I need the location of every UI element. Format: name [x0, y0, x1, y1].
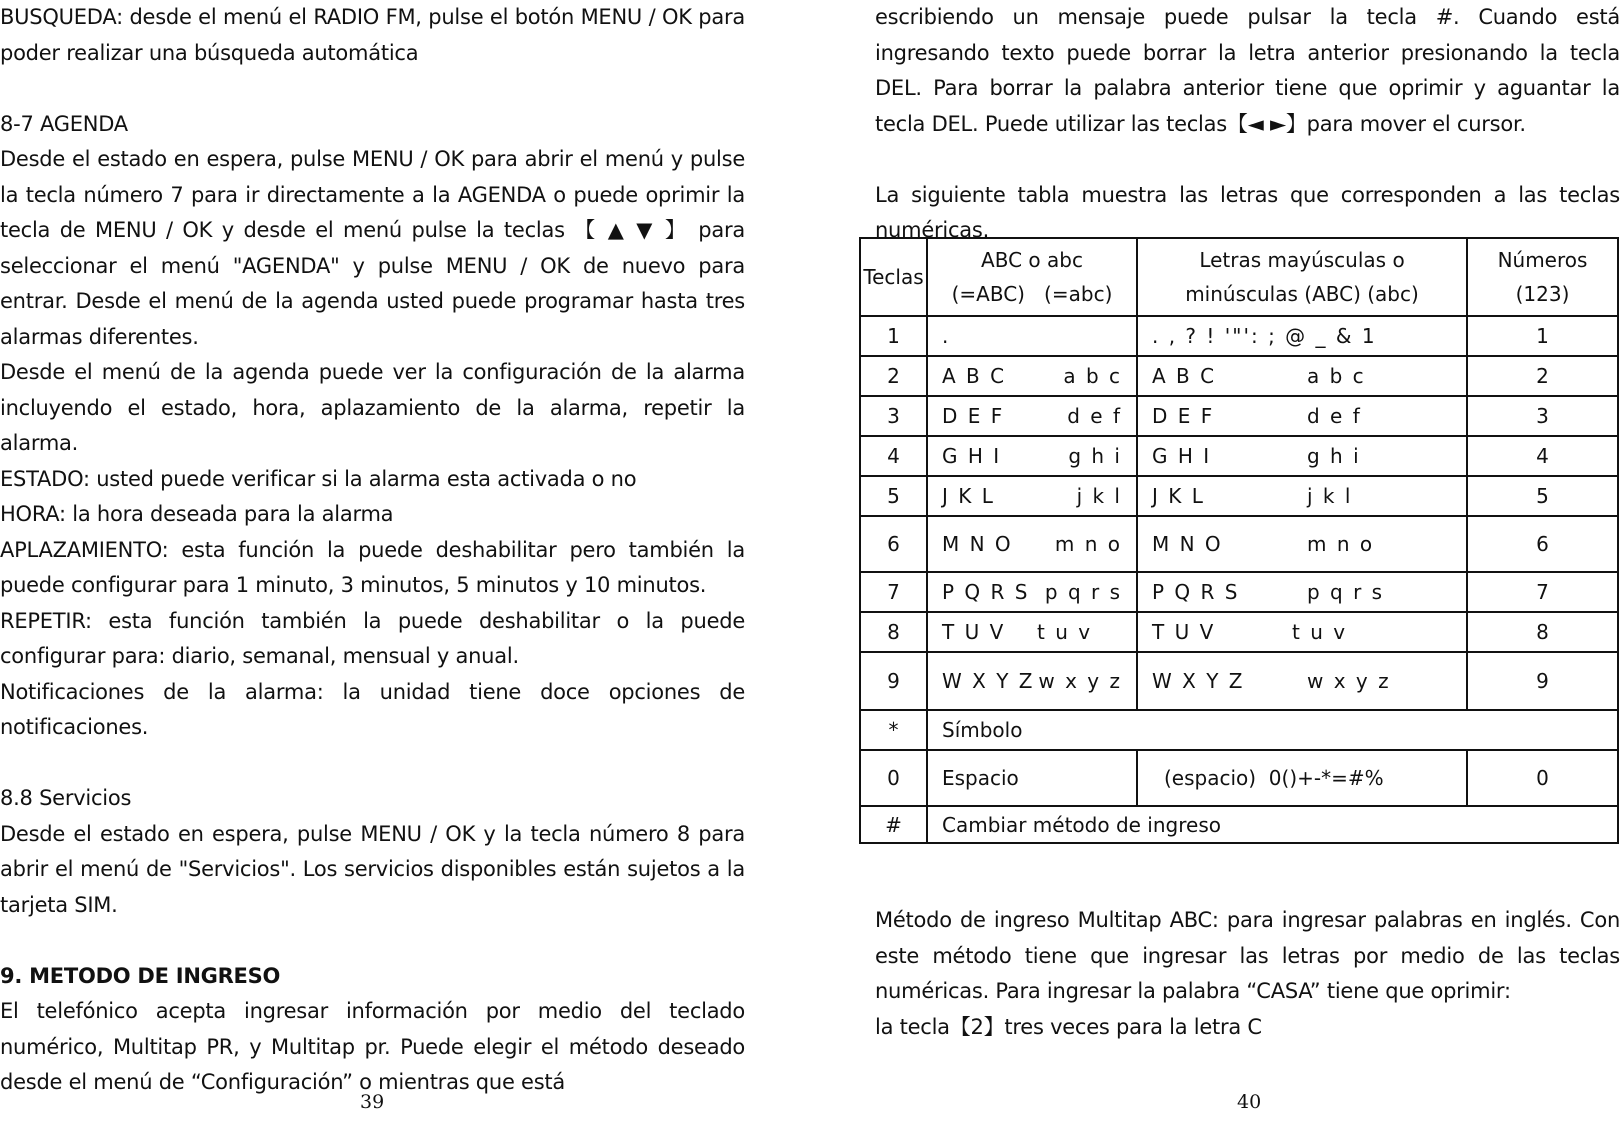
- heading-agenda: 8-7 AGENDA: [0, 111, 128, 136]
- abc-lower: m n o: [1054, 532, 1122, 556]
- header-letras-line1: Letras mayúsculas o: [1199, 248, 1405, 272]
- paragraph-estado: ESTADO: usted puede verificar si la alarma esta activada o no: [0, 466, 637, 491]
- paragraph-tabla-intro: La siguiente tabla muestra las letras que corresponden a las teclas numéricas.: [875, 182, 1620, 242]
- abc-upper: D E F: [942, 404, 1005, 428]
- key-cell: 1: [860, 316, 927, 356]
- key-cell: 5: [860, 476, 927, 516]
- letters-lower: t u v: [1292, 620, 1348, 644]
- key-cell: 3: [860, 396, 927, 436]
- paragraph-aplazamiento: APLAZAMIENTO: esta función la puede deshabilitar pero también la puede configurar para 1 minuto, 3 minutos, 5 minutos y 10 minutos.: [0, 537, 745, 597]
- key-cell: 8: [860, 612, 927, 652]
- paragraph-hora: HORA: la hora deseada para la alarma: [0, 502, 394, 526]
- paragraph-multitap: Método de ingreso Multitap ABC: para ingresar palabras en inglés. Con este método tiene que ingresar las letras por medio de las teclas numéricas. Para ingresar la palabra “CASA” tiene que oprimir:: [875, 908, 1620, 1003]
- abc-upper: G H I: [942, 444, 1002, 468]
- key-letters-table: [859, 237, 1619, 844]
- number-cell: 4: [1467, 436, 1618, 476]
- number-cell: 9: [1467, 652, 1618, 710]
- paragraph-servicios: Desde el estado en espera, pulse MENU / OK y la tecla número 8 para abrir el menú de "Servicios". Los servicios disponibles están sujetos a la tarjeta SIM.: [0, 821, 745, 917]
- paragraph-agenda-config: Desde el menú de la agenda puede ver la configuración de la alarma incluyendo el estado, hora, aplazamiento de la alarma, repetir la alarma.: [0, 360, 745, 455]
- table-row: [860, 806, 1618, 843]
- header-letras: [1137, 238, 1467, 316]
- key-cell: 6: [860, 516, 927, 572]
- abc-cell: .: [927, 316, 1137, 356]
- abc-lower: a b c: [1063, 364, 1122, 388]
- merged-cell: Cambiar método de ingreso: [927, 806, 1618, 843]
- paragraph-metodo-ingreso: El telefónico acepta ingresar información por medio del teclado numérico, Multitap PR, y Multitap pr. Puede elegir el método deseado desde el menú de “Configuración” o mientras que está: [0, 999, 745, 1094]
- number-cell: 6: [1467, 516, 1618, 572]
- abc-upper: J K L: [942, 484, 995, 508]
- letters-lower: m n o: [1307, 532, 1375, 556]
- table-row: [860, 436, 1618, 476]
- number-cell: 1: [1467, 316, 1618, 356]
- key-cell: 4: [860, 436, 927, 476]
- header-numeros: [1467, 238, 1618, 316]
- number-cell: 7: [1467, 572, 1618, 612]
- abc-upper: M N O: [942, 532, 1013, 556]
- table-row: [860, 476, 1618, 516]
- paragraph-notificaciones: Notificaciones de la alarma: la unidad tiene doce opciones de notificaciones.: [0, 679, 745, 739]
- letters-upper: J K L: [1152, 484, 1205, 508]
- abc-lower: d e f: [1067, 404, 1122, 428]
- table-row: [860, 710, 1618, 750]
- table-row: [860, 750, 1618, 806]
- page-number-right: 40: [1237, 1091, 1262, 1113]
- key-cell: #: [860, 806, 927, 843]
- letters-lower: g h i: [1307, 444, 1361, 468]
- letters-upper: A B C: [1152, 364, 1217, 388]
- abc-lower: g h i: [1068, 444, 1122, 468]
- abc-lower: t u v: [1037, 620, 1093, 644]
- abc-upper: T U V: [942, 620, 1006, 644]
- table-row: [860, 516, 1618, 572]
- table-row: [860, 612, 1618, 652]
- table-header-row: [860, 238, 1618, 316]
- number-cell: 3: [1467, 396, 1618, 436]
- table-row: [860, 316, 1618, 356]
- paragraph-tecla-2: la tecla【2】tres veces para la letra C: [875, 1014, 1262, 1039]
- paragraph-repetir: REPETIR: esta función también la puede deshabilitar o la puede configurar para: diario, semanal, mensual y anual.: [0, 608, 745, 668]
- letters-upper: W X Y Z: [1152, 669, 1245, 693]
- key-cell: 0: [860, 750, 927, 806]
- key-cell: *: [860, 710, 927, 750]
- letters-upper: P Q R S: [1152, 580, 1240, 604]
- letters-cell: . , ? ! '"': ; @ _ & 1: [1137, 316, 1467, 356]
- heading-metodo-ingreso: 9. METODO DE INGRESO: [0, 963, 281, 988]
- abc-upper: P Q R S: [942, 580, 1030, 604]
- table-row: [860, 572, 1618, 612]
- table-row: [860, 356, 1618, 396]
- header-teclas: Teclas: [860, 238, 927, 316]
- paragraph-agenda-intro: Desde el estado en espera, pulse MENU / OK para abrir el menú y pulse la tecla número 7 para ir directamente a la AGENDA o puede oprimir la tecla de MENU / OK y desde el menú pulse la teclas 【 ▲ ▼ 】 para seleccionar el menú "AGENDA" y pulse MENU / OK de nuevo para entrar. Desde el menú de la agenda usted puede programar hasta tres alarmas diferentes.: [0, 147, 745, 349]
- paragraph-busqueda: BUSQUEDA: desde el menú el RADIO FM, pulse el botón MENU / OK para poder realizar una búsqueda automática: [0, 5, 745, 65]
- abc-lower: w x y z: [1038, 669, 1122, 693]
- letters-lower: a b c: [1307, 364, 1366, 388]
- abc-lower: p q r s: [1044, 580, 1122, 604]
- table-row: [860, 396, 1618, 436]
- number-cell: 0: [1467, 750, 1618, 806]
- left-page: [0, 0, 745, 1123]
- letters-upper: G H I: [1152, 444, 1212, 468]
- right-page-bottom: [875, 903, 1620, 1045]
- letters-upper: M N O: [1152, 532, 1223, 556]
- page-number-left: 39: [360, 1091, 385, 1113]
- header-abc-line1: ABC o abc: [981, 248, 1083, 272]
- key-cell: 7: [860, 572, 927, 612]
- header-abc: [927, 238, 1137, 316]
- key-cell: 2: [860, 356, 927, 396]
- letters-cell: (espacio) 0()+-*=#%: [1137, 750, 1467, 806]
- number-cell: 8: [1467, 612, 1618, 652]
- header-letras-line2: minúsculas (ABC) (abc): [1185, 282, 1419, 306]
- header-abc-line2: (=ABC) (=abc): [951, 282, 1113, 306]
- number-cell: 2: [1467, 356, 1618, 396]
- letters-lower: j k l: [1307, 484, 1353, 508]
- paragraph-escribiendo: escribiendo un mensaje puede pulsar la tecla #. Cuando está ingresando texto puede borrar la letra anterior presionando la tecla DEL. Para borrar la palabra anterior tiene que oprimir y aguantar la tecla DEL. Puede utilizar las teclas【◄ ►】para mover el cursor.: [875, 5, 1620, 136]
- letters-upper: T U V: [1152, 620, 1216, 644]
- abc-upper: A B C: [942, 364, 1007, 388]
- letters-upper: D E F: [1152, 404, 1215, 428]
- header-numeros-line1: Números: [1497, 248, 1588, 272]
- key-cell: 9: [860, 652, 927, 710]
- heading-servicios: 8.8 Servicios: [0, 786, 132, 810]
- number-cell: 5: [1467, 476, 1618, 516]
- abc-upper: W X Y Z: [942, 669, 1035, 693]
- letters-lower: p q r s: [1307, 580, 1385, 604]
- header-numeros-line2: (123): [1515, 282, 1570, 306]
- abc-lower: j k l: [1076, 484, 1122, 508]
- table-row: [860, 652, 1618, 710]
- letters-lower: w x y z: [1307, 669, 1391, 693]
- merged-cell: Símbolo: [927, 710, 1618, 750]
- abc-cell: Espacio: [927, 750, 1137, 806]
- letters-lower: d e f: [1307, 404, 1362, 428]
